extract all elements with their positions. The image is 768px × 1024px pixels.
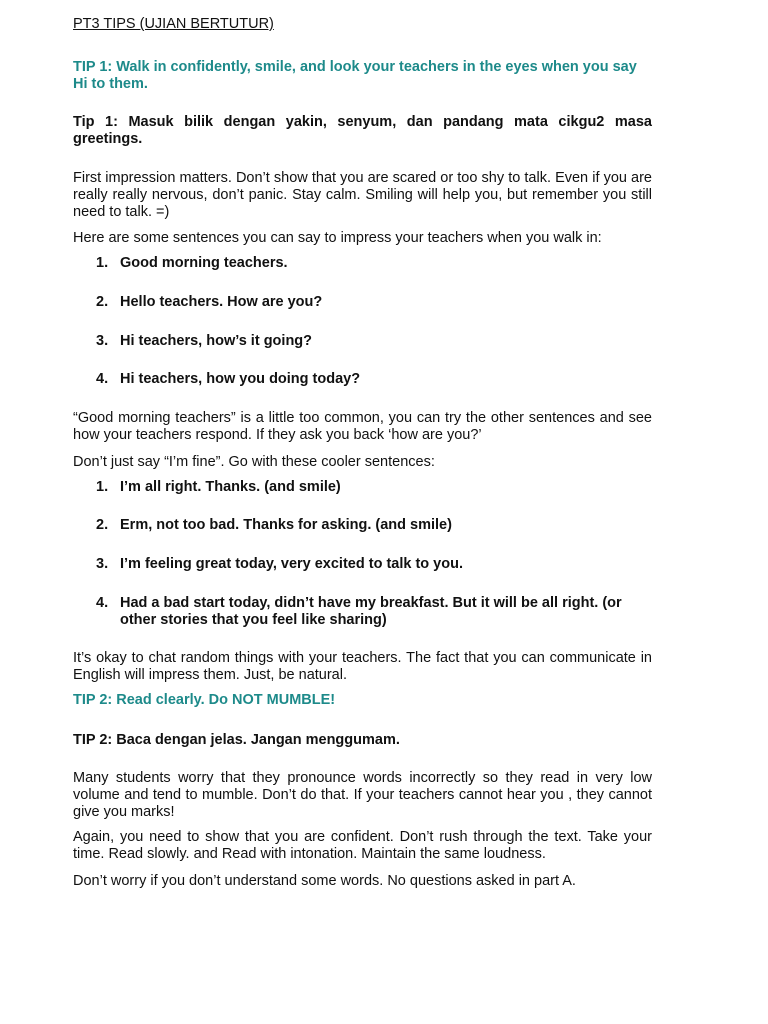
tip1-heading-malay: Tip 1: Masuk bilik dengan yakin, senyum, dan pandang mata cikgu2 masa greetings. — [73, 114, 652, 147]
greeting-item-4 — [96, 371, 652, 388]
response-item-4 — [96, 595, 652, 629]
chat-random-paragraph: It’s okay to chat random things with your teachers. The fact that you can communicate in English will impress them. Just, be natural. — [73, 650, 652, 683]
list-number: 3. — [96, 556, 109, 572]
list-number: 3. — [96, 333, 109, 349]
list-number: 1. — [96, 255, 109, 271]
greeting-item-3 — [96, 333, 652, 350]
page-title: PT3 TIPS (UJIAN BERTUTUR) — [73, 16, 274, 32]
list-number: 1. — [96, 479, 109, 495]
list-text: Hello teachers. How are you? — [120, 294, 323, 310]
confidence-paragraph: Again, you need to show that you are confident. Don’t rush through the text. Take your time. Read slowly. and Read with intonation. Maintain the same loudness. — [73, 829, 652, 862]
response-item-2 — [96, 517, 652, 534]
sentences-intro-paragraph: Here are some sentences you can say to impress your teachers when you walk in: — [73, 230, 602, 246]
response-item-1 — [96, 479, 652, 496]
list-number: 4. — [96, 371, 109, 387]
list-text: Good morning teachers. — [120, 255, 288, 271]
tip2-heading-english: TIP 2: Read clearly. Do NOT MUMBLE! — [73, 692, 336, 708]
first-impression-paragraph: First impression matters. Don’t show that you are scared or too shy to talk. Even if you are really really nervous, don’t panic. Stay calm. Smiling will help you, but remember you still need to talk. =) — [73, 170, 652, 220]
list-number: 4. — [96, 595, 109, 611]
list-text: I’m feeling great today, very excited to talk to you. — [120, 556, 463, 572]
cooler-sentences-paragraph: Don’t just say “I’m fine”. Go with these cooler sentences: — [73, 454, 435, 470]
greeting-item-2 — [96, 294, 652, 311]
tip2-heading-malay: TIP 2: Baca dengan jelas. Jangan menggumam. — [73, 732, 400, 748]
list-text: Hi teachers, how you doing today? — [120, 371, 361, 387]
list-text: Had a bad start today, didn’t have my breakfast. But it will be all right. (or other stories that you feel like sharing) — [120, 595, 622, 628]
list-text: Erm, not too bad. Thanks for asking. (and smile) — [120, 517, 452, 533]
mumble-worry-paragraph: Many students worry that they pronounce words incorrectly so they read in very low volume and tend to mumble. Don’t do that. If your teachers cannot hear you , they cannot give you marks! — [73, 770, 652, 820]
common-greeting-paragraph: “Good morning teachers” is a little too common, you can try the other sentences and see how your teachers respond. If they ask you back ‘how are you?’ — [73, 410, 652, 443]
list-text: Hi teachers, how’s it going? — [120, 333, 313, 349]
list-number: 2. — [96, 517, 109, 533]
list-text: I’m all right. Thanks. (and smile) — [120, 479, 341, 495]
dont-worry-paragraph: Don’t worry if you don’t understand some words. No questions asked in part A. — [73, 873, 576, 889]
response-item-3 — [96, 556, 652, 573]
tip1-heading-english: TIP 1: Walk in confidently, smile, and look your teachers in the eyes when you say Hi to them. — [73, 59, 637, 92]
greeting-item-1 — [96, 255, 652, 272]
list-number: 2. — [96, 294, 109, 310]
